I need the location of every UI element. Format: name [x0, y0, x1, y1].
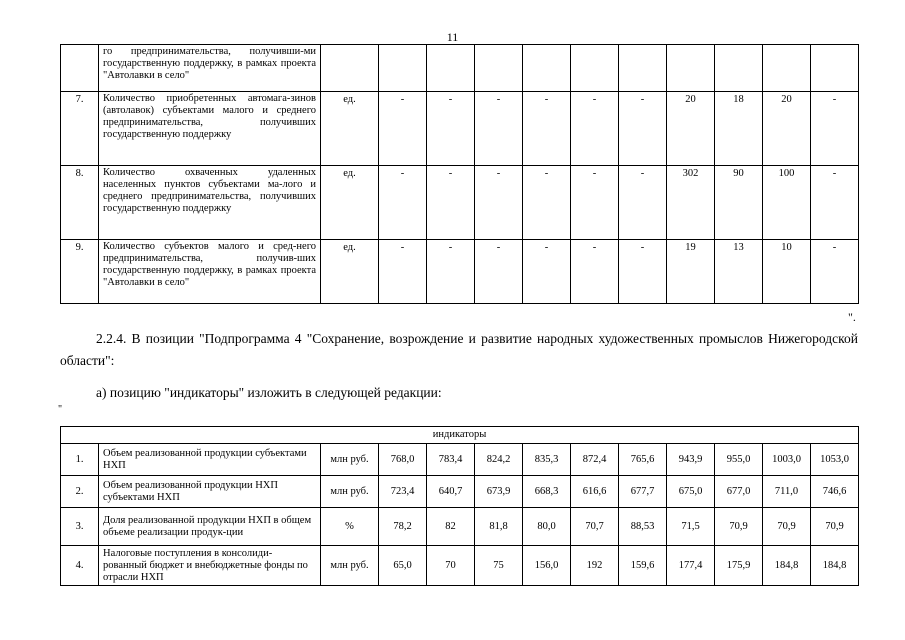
indicator-name: Количество приобретенных автомага-зинов (автолавок) субъектами малого и среднего предпринимательства, получивших государственную поддержку [99, 92, 321, 166]
value-cell: - [571, 240, 619, 304]
row-number: 9. [61, 240, 99, 304]
value-cell: 746,6 [811, 476, 859, 508]
indicator-name: Количество охваченных удаленных населенных пунктов субъектами ма-лого и среднего предпринимательства, получивших государственную поддержку [99, 166, 321, 240]
unit-cell [321, 45, 379, 92]
value-cell: 675,0 [667, 476, 715, 508]
indicator-name: Объем реализованной продукции НХП субъектами НХП [99, 476, 321, 508]
unit-cell: ед. [321, 240, 379, 304]
value-cell: 19 [667, 240, 715, 304]
value-cell: 673,9 [475, 476, 523, 508]
unit-cell: млн руб. [321, 444, 379, 476]
indicator-name: го предпринимательства, получивши-ми государственную поддержку, в рамках проекта "Автолавки в село" [99, 45, 321, 92]
table-row [61, 476, 859, 508]
unit-cell: млн руб. [321, 476, 379, 508]
value-cell: - [475, 92, 523, 166]
closing-quote: ". [848, 310, 856, 324]
value-cell: 13 [715, 240, 763, 304]
value-cell: 70,9 [763, 508, 811, 546]
table-row [61, 92, 859, 166]
table-row [61, 508, 859, 546]
paragraph-subprogram-4: 2.2.4. В позиции "Подпрограмма 4 "Сохранение, возрождение и развитие народных художественных промыслов Нижегородской области": [60, 331, 858, 368]
table-header-row [61, 427, 859, 444]
value-cell: - [811, 240, 859, 304]
value-cell: 1003,0 [763, 444, 811, 476]
value-cell: 677,7 [619, 476, 667, 508]
value-cell [523, 45, 571, 92]
value-cell: 668,3 [523, 476, 571, 508]
value-cell: 20 [667, 92, 715, 166]
value-cell: 70,7 [571, 508, 619, 546]
value-cell [427, 45, 475, 92]
paragraph-indicators-edit: а) позицию "индикаторы" изложить в следующей редакции: [96, 385, 442, 400]
value-cell: - [379, 240, 427, 304]
value-cell: 175,9 [715, 546, 763, 586]
page-number: 11 [446, 30, 459, 44]
nhp-indicators-table [60, 426, 859, 586]
value-cell [379, 45, 427, 92]
row-number: 7. [61, 92, 99, 166]
value-cell: 75 [475, 546, 523, 586]
table-row [61, 240, 859, 304]
value-cell: - [571, 92, 619, 166]
value-cell: 723,4 [379, 476, 427, 508]
value-cell: - [619, 166, 667, 240]
value-cell: - [379, 92, 427, 166]
value-cell: 65,0 [379, 546, 427, 586]
value-cell: 640,7 [427, 476, 475, 508]
indicator-name: Доля реализованной продукции НХП в общем объеме реализации продук-ции [99, 508, 321, 546]
value-cell [715, 45, 763, 92]
value-cell: - [523, 240, 571, 304]
value-cell: 177,4 [667, 546, 715, 586]
value-cell: 78,2 [379, 508, 427, 546]
table-row [61, 166, 859, 240]
value-cell: 159,6 [619, 546, 667, 586]
value-cell: 677,0 [715, 476, 763, 508]
value-cell [475, 45, 523, 92]
value-cell: 192 [571, 546, 619, 586]
row-number: 3. [61, 508, 99, 546]
value-cell: 156,0 [523, 546, 571, 586]
value-cell: 184,8 [763, 546, 811, 586]
table-row [61, 444, 859, 476]
value-cell: - [379, 166, 427, 240]
value-cell: - [475, 240, 523, 304]
value-cell: 20 [763, 92, 811, 166]
unit-cell: ед. [321, 166, 379, 240]
value-cell: - [619, 92, 667, 166]
row-number: 1. [61, 444, 99, 476]
row-number [61, 45, 99, 92]
value-cell: - [571, 166, 619, 240]
value-cell: - [427, 92, 475, 166]
value-cell: 711,0 [763, 476, 811, 508]
value-cell: 184,8 [811, 546, 859, 586]
value-cell: 80,0 [523, 508, 571, 546]
value-cell: - [811, 92, 859, 166]
value-cell [571, 45, 619, 92]
value-cell: - [523, 166, 571, 240]
value-cell: 82 [427, 508, 475, 546]
table-header: индикаторы [61, 427, 859, 444]
row-number: 2. [61, 476, 99, 508]
value-cell [619, 45, 667, 92]
row-number: 4. [61, 546, 99, 586]
opening-quote: " [58, 404, 63, 415]
value-cell: 835,3 [523, 444, 571, 476]
value-cell: 616,6 [571, 476, 619, 508]
value-cell [811, 45, 859, 92]
value-cell: 10 [763, 240, 811, 304]
table-row [61, 546, 859, 586]
indicators-table-continued [60, 44, 859, 304]
unit-cell: ед. [321, 92, 379, 166]
value-cell: 81,8 [475, 508, 523, 546]
value-cell: - [811, 166, 859, 240]
value-cell: - [523, 92, 571, 166]
value-cell: 768,0 [379, 444, 427, 476]
unit-cell: млн руб. [321, 546, 379, 586]
value-cell: - [427, 166, 475, 240]
value-cell: - [427, 240, 475, 304]
value-cell: - [619, 240, 667, 304]
value-cell: 18 [715, 92, 763, 166]
value-cell: 955,0 [715, 444, 763, 476]
indicator-name: Налоговые поступления в консолиди-рованный бюджет и внебюджетные фонды по отрасли НХП [99, 546, 321, 586]
value-cell: 90 [715, 166, 763, 240]
indicator-name: Количество субъектов малого и сред-него предпринимательства, получив-ших государственную поддержку, в рамках проекта "Автолавки в село" [99, 240, 321, 304]
table-row [61, 45, 859, 92]
value-cell: 302 [667, 166, 715, 240]
value-cell: 70,9 [811, 508, 859, 546]
value-cell: 70,9 [715, 508, 763, 546]
value-cell: 1053,0 [811, 444, 859, 476]
value-cell: - [475, 166, 523, 240]
value-cell [763, 45, 811, 92]
unit-cell: % [321, 508, 379, 546]
value-cell: 872,4 [571, 444, 619, 476]
value-cell: 824,2 [475, 444, 523, 476]
value-cell: 70 [427, 546, 475, 586]
value-cell: 943,9 [667, 444, 715, 476]
value-cell [667, 45, 715, 92]
value-cell: 765,6 [619, 444, 667, 476]
row-number: 8. [61, 166, 99, 240]
value-cell: 88,53 [619, 508, 667, 546]
indicator-name: Объем реализованной продукции субъектами НХП [99, 444, 321, 476]
value-cell: 71,5 [667, 508, 715, 546]
value-cell: 783,4 [427, 444, 475, 476]
value-cell: 100 [763, 166, 811, 240]
